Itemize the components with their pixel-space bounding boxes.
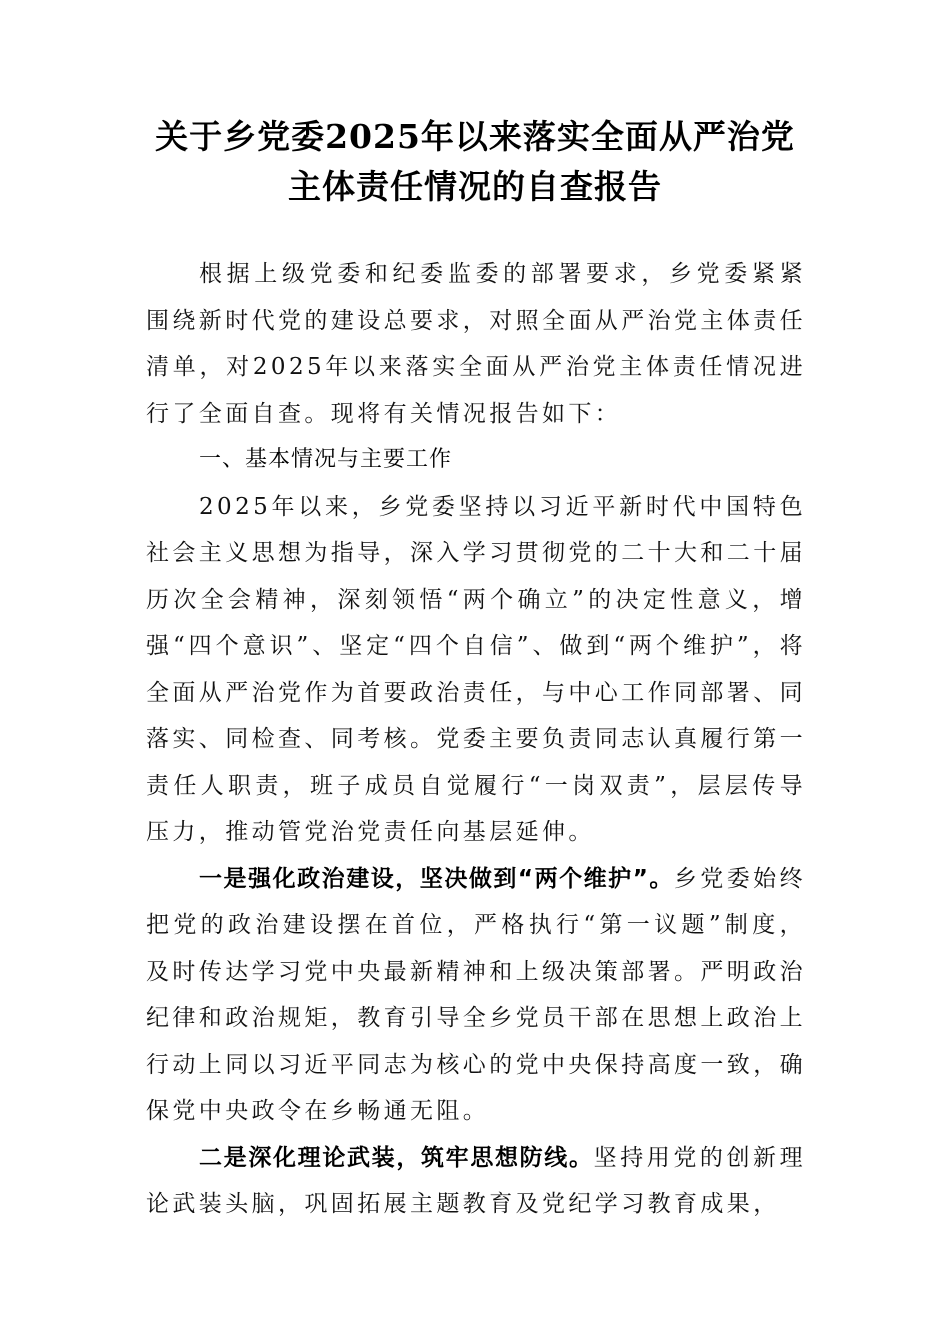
- item1-text: 乡党委始终把党的政治建设摆在首位，严格执行“第一议题”制度，及时传达学习党中央最新精神和上级决策部署。严明政治纪律和政治规矩，教育引导全乡党员干部在思想上政治上行动上同以习近平同志为核心的党中央保持高度一致，确保党中央政令在乡畅通无阻。: [146, 865, 807, 1124]
- item2-lead: 二是深化理论武装，筑牢思想防线。: [199, 1144, 594, 1171]
- title-line-2: 主体责任情况的自查报告: [288, 167, 662, 206]
- intro-paragraph: 根据上级党委和纪委监委的部署要求，乡党委紧紧围绕新时代党的建设总要求，对照全面从严治党主体责任清单，对2025年以来落实全面从严治党主体责任情况进行了全面自查。现将有关情况报告如下：: [146, 261, 806, 427]
- item1-lead: 一是强化政治建设，坚决做到“两个维护”。: [199, 865, 674, 892]
- item2-text: 坚持用党的创新理论武装头脑，巩固拓展主题教育及党纪学习教育成果，: [146, 1144, 807, 1217]
- document-title: [100, 112, 850, 212]
- item1-paragraph: [146, 856, 806, 1135]
- title-line-1: 关于乡党委2025年以来落实全面从严治党: [155, 117, 795, 156]
- item2-paragraph: [146, 1135, 806, 1228]
- document-body: [146, 251, 806, 1228]
- section1-paragraph: 2025年以来，乡党委坚持以习近平新时代中国特色社会主义思想为指导，深入学习贯彻党的二十大和二十届历次全会精神，深刻领悟“两个确立”的决定性意义，增强“四个意识”、坚定“四个自信”、做到“两个维护”，将全面从严治党作为首要政治责任，与中心工作同部署、同落实、同检查、同考核。党委主要负责同志认真履行第一责任人职责，班子成员自觉履行“一岗双责”，层层传导压力，推动管党治党责任向基层延伸。: [146, 493, 806, 845]
- section-heading: 一、基本情况与主要工作: [199, 447, 453, 472]
